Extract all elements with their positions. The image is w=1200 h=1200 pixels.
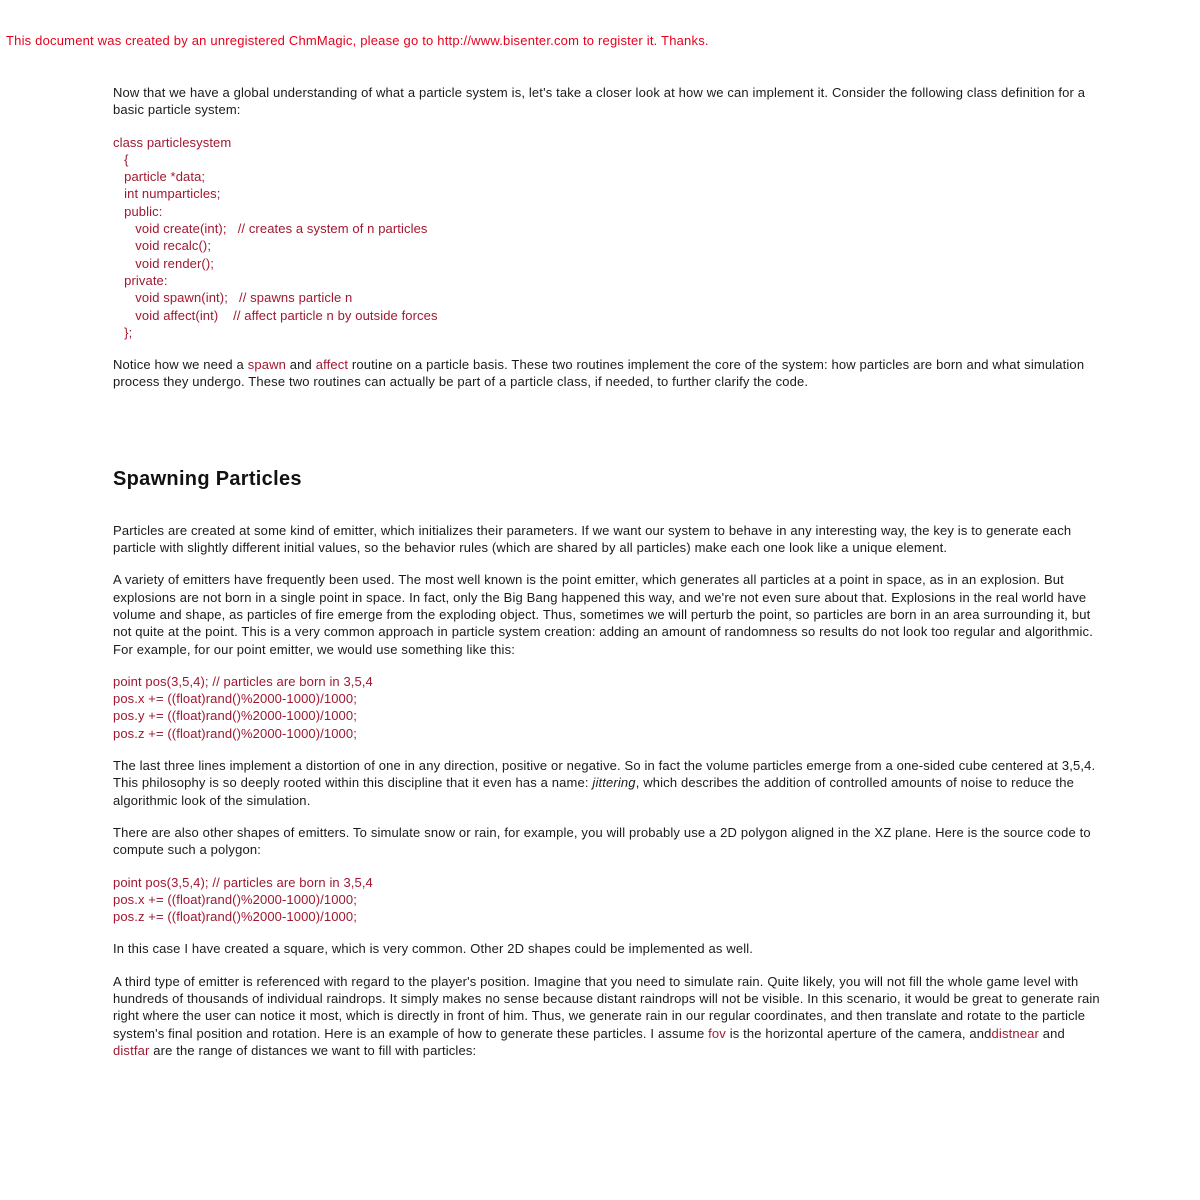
- keyword-spawn: spawn: [247, 357, 287, 373]
- jitter-text: , which describes the addition of controlled amounts of noise to reduce the algorithmic look of the simulation.: [113, 775, 1075, 808]
- document-body: [113, 84, 1103, 1074]
- code-line: pos.x += ((float)rand()%2000-1000)/1000;: [113, 691, 357, 707]
- code-line: void create(int); // creates a system of n particles: [113, 221, 428, 237]
- paragraph-jittering: [113, 757, 1103, 809]
- player-text: is the horizontal aperture of the camera, and: [725, 1025, 992, 1041]
- spacer: [113, 491, 1103, 522]
- paragraph-polygon-emitter: There are also other shapes of emitters. To simulate snow or rain, for example, you will probably use a 2D polygon aligned in the XZ plane. Here is the source code to compute such a polygon:: [113, 824, 1091, 858]
- code-line: void render();: [113, 255, 214, 271]
- code-line: };: [113, 324, 133, 340]
- paragraph-square: In this case I have created a square, which is very common. Other 2D shapes could be implemented as well.: [113, 941, 754, 957]
- code-line: pos.x += ((float)rand()%2000-1000)/1000;: [113, 891, 357, 907]
- unregistered-banner: This document was created by an unregistered ChmMagic, please go to http://www.bisenter.com to register it. Thanks.: [6, 33, 709, 48]
- code-line: pos.z += ((float)rand()%2000-1000)/1000;: [113, 909, 357, 925]
- code-line: point pos(3,5,4); // particles are born in 3,5,4: [113, 673, 373, 689]
- keyword-fov: fov: [708, 1025, 726, 1041]
- code-line: private:: [113, 272, 168, 288]
- class-code-block: [113, 134, 1103, 342]
- keyword-affect: affect: [315, 357, 349, 373]
- term-jittering: jittering: [592, 775, 636, 791]
- code-line: point pos(3,5,4); // particles are born in 3,5,4: [113, 874, 373, 890]
- polygon-emitter-code-block: [113, 874, 1103, 926]
- code-line: {: [113, 151, 129, 167]
- intro-paragraph: Now that we have a global understanding of what a particle system is, let's take a closer look at how we can implement it. Consider the following class definition for a basic particle system:: [113, 85, 1086, 118]
- section-heading: Spawning Particles: [113, 467, 302, 490]
- code-line: particle *data;: [113, 169, 206, 185]
- notice-text: and: [286, 357, 316, 373]
- player-text: are the range of distances we want to fill with particles:: [149, 1042, 477, 1058]
- code-line: class particlesystem: [113, 134, 232, 150]
- code-line: pos.y += ((float)rand()%2000-1000)/1000;: [113, 708, 357, 724]
- code-line: public:: [113, 203, 163, 219]
- notice-paragraph: [113, 356, 1103, 391]
- code-line: void affect(int) // affect particle n by outside forces: [113, 307, 438, 323]
- notice-text: Notice how we need a: [113, 357, 248, 373]
- notice-text: routine on a particle basis. These two routines implement the core of the system: how particles are born and what simulation process they undergo. These two routines can actually be part of a particle class, if needed, to further clarify the code.: [113, 357, 1085, 390]
- paragraph-player-emitter: [113, 973, 1103, 1059]
- code-line: void spawn(int); // spawns particle n: [113, 290, 353, 306]
- player-text: A third type of emitter is referenced with regard to the player's position. Imagine that you need to simulate rain. Quite likely, you will not fill the whole game level with hundreds of thousands of individual raindrops. It simply makes no sense because distant raindrops will not be visible. In this scenario, it would be great to generate rain right where the user can notice it most, which is directly in front of him. Thus, we generate rain in our regular coordinates, and then translate and rotate to the particle system's final position and rotation. Here is an example of how to generate these particles. I assume: [113, 973, 1100, 1041]
- point-emitter-code-block: [113, 673, 1103, 742]
- code-line: int numparticles;: [113, 186, 221, 202]
- player-text: and: [1039, 1025, 1065, 1041]
- code-line: pos.z += ((float)rand()%2000-1000)/1000;: [113, 725, 357, 741]
- keyword-distfar: distfar: [113, 1042, 150, 1058]
- code-line: void recalc();: [113, 238, 212, 254]
- paragraph-point-emitter: A variety of emitters have frequently been used. The most well known is the point emitter, which generates all particles at a point in space, as in an explosion. But explosions are not born in a single point in space. In fact, only the Big Bang happened this way, and we're not even sure about that. Explosions in the real world have volume and shape, as particles of fire emerge from the exploding object. Thus, sometimes we will perturb the point, so particles are born in an area surrounding it, but not quite at the point. This is a very common approach in particle system creation: adding an amount of randomness so results do not look too regular and algorithmic. For example, for our point emitter, we would use something like this:: [113, 572, 1093, 657]
- paragraph-emitter-intro: Particles are created at some kind of emitter, which initializes their parameters. If we want our system to behave in any interesting way, the key is to generate each particle with slightly different initial values, so the behavior rules (which are shared by all particles) make each one look like a unique element.: [113, 522, 1072, 556]
- spacer: [113, 406, 1103, 468]
- jitter-text: The last three lines implement a distortion of one in any direction, positive or negative. So in fact the volume particles emerge from a one-sided cube centered at 3,5,4. This philosophy is so deeply rooted within this discipline that it even has a name:: [113, 758, 1096, 791]
- keyword-distnear: distnear: [991, 1025, 1039, 1041]
